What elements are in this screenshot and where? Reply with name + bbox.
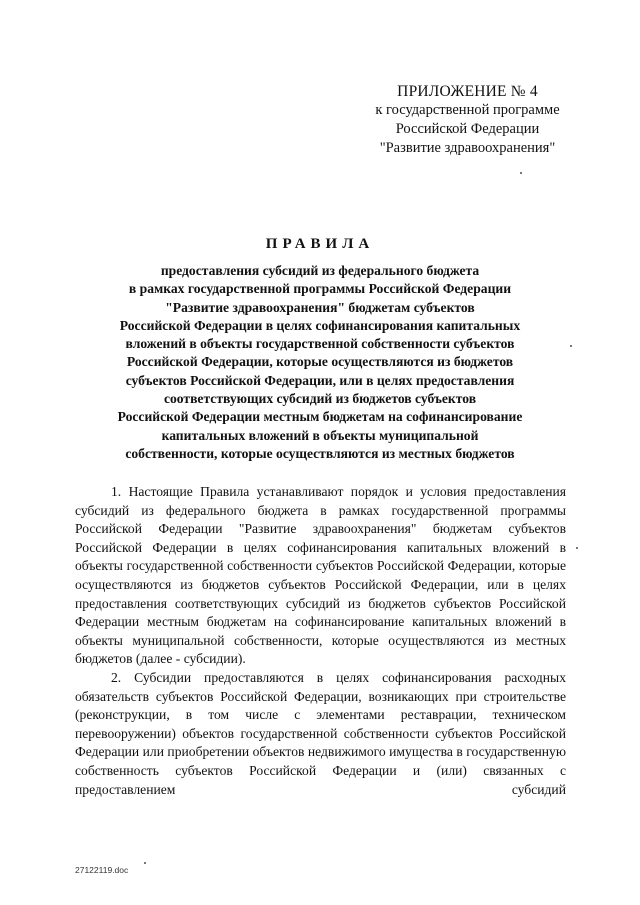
appendix-title: ПРИЛОЖЕНИЕ № 4 — [397, 83, 538, 100]
subtitle-line: предоставления субсидий из федерального бюджета — [160, 263, 480, 278]
appendix-line: "Развитие здравоохранения" — [379, 140, 556, 156]
document-body — [75, 483, 566, 799]
document-subtitle — [75, 262, 565, 463]
subtitle-line: Российской Федерации местным бюджетам на софинансирование — [117, 409, 523, 425]
scan-speck — [570, 345, 572, 347]
subtitle-line: "Развитие здравоохранения" бюджетам субъектов — [165, 299, 475, 315]
subtitle-line: в рамках государственной программы Российской Федерации — [128, 281, 512, 297]
subtitle-line: субъектов Российской Федерации, или в целях предоставления — [125, 372, 515, 388]
appendix-header — [360, 82, 575, 158]
subtitle-line: Российской Федерации в целях софинансирования капитальных — [119, 317, 521, 333]
subtitle-line: Российской Федерации, которые осуществляются из бюджетов — [126, 354, 514, 370]
subtitle-line: капитальных вложений в объекты муниципальной — [161, 427, 479, 443]
file-name-footer: 27122119.doc — [75, 865, 129, 875]
paragraph-2: 2. Субсидии предоставляются в целях софинансирования расходных обязательств субъектов Российской Федерации, возникающих при строительстве (реконструкции, в том числе с элементами реставрации, техническом перевооружении) объектов государственной собственности субъектов Российской Федерации или приобретении объектов недвижимого имущества в государственную собственность субъектов Российской Федерации и (или) связанных с предоставлением субсидий — [75, 669, 566, 797]
scan-speck — [144, 862, 146, 864]
subtitle-line: вложений в объекты государственной собственности субъектов — [125, 336, 515, 352]
subtitle-line: соответствующих субсидий из бюджетов субъектов — [163, 391, 477, 407]
appendix-line: Российской Федерации — [395, 121, 540, 137]
appendix-line: к государственной программе — [375, 102, 560, 118]
scan-speck — [520, 172, 522, 174]
paragraph-1: 1. Настоящие Правила устанавливают порядок и условия предоставления субсидий из федерального бюджета в рамках государственной программы Российской Федерации "Развитие здравоохранения" бюджетам субъектов Российской Федерации в целях софинансирования капитальных вложений в объекты государственной собственности субъектов Российской Федерации, которые осуществляются из бюджетов субъектов Российской Федерации, или в целях предоставления соответствующих субсидий из бюджетов субъектов Российской Федерации местным бюджетам на софинансирование капитальных вложений в объекты муниципальной собственности, которые осуществляются из местных бюджетов (далее - субсидии). — [75, 484, 566, 667]
document-heading: ПРАВИЛА — [265, 236, 375, 252]
scan-speck — [576, 547, 578, 549]
subtitle-line: собственности, которые осуществляются из местных бюджетов — [125, 445, 515, 461]
